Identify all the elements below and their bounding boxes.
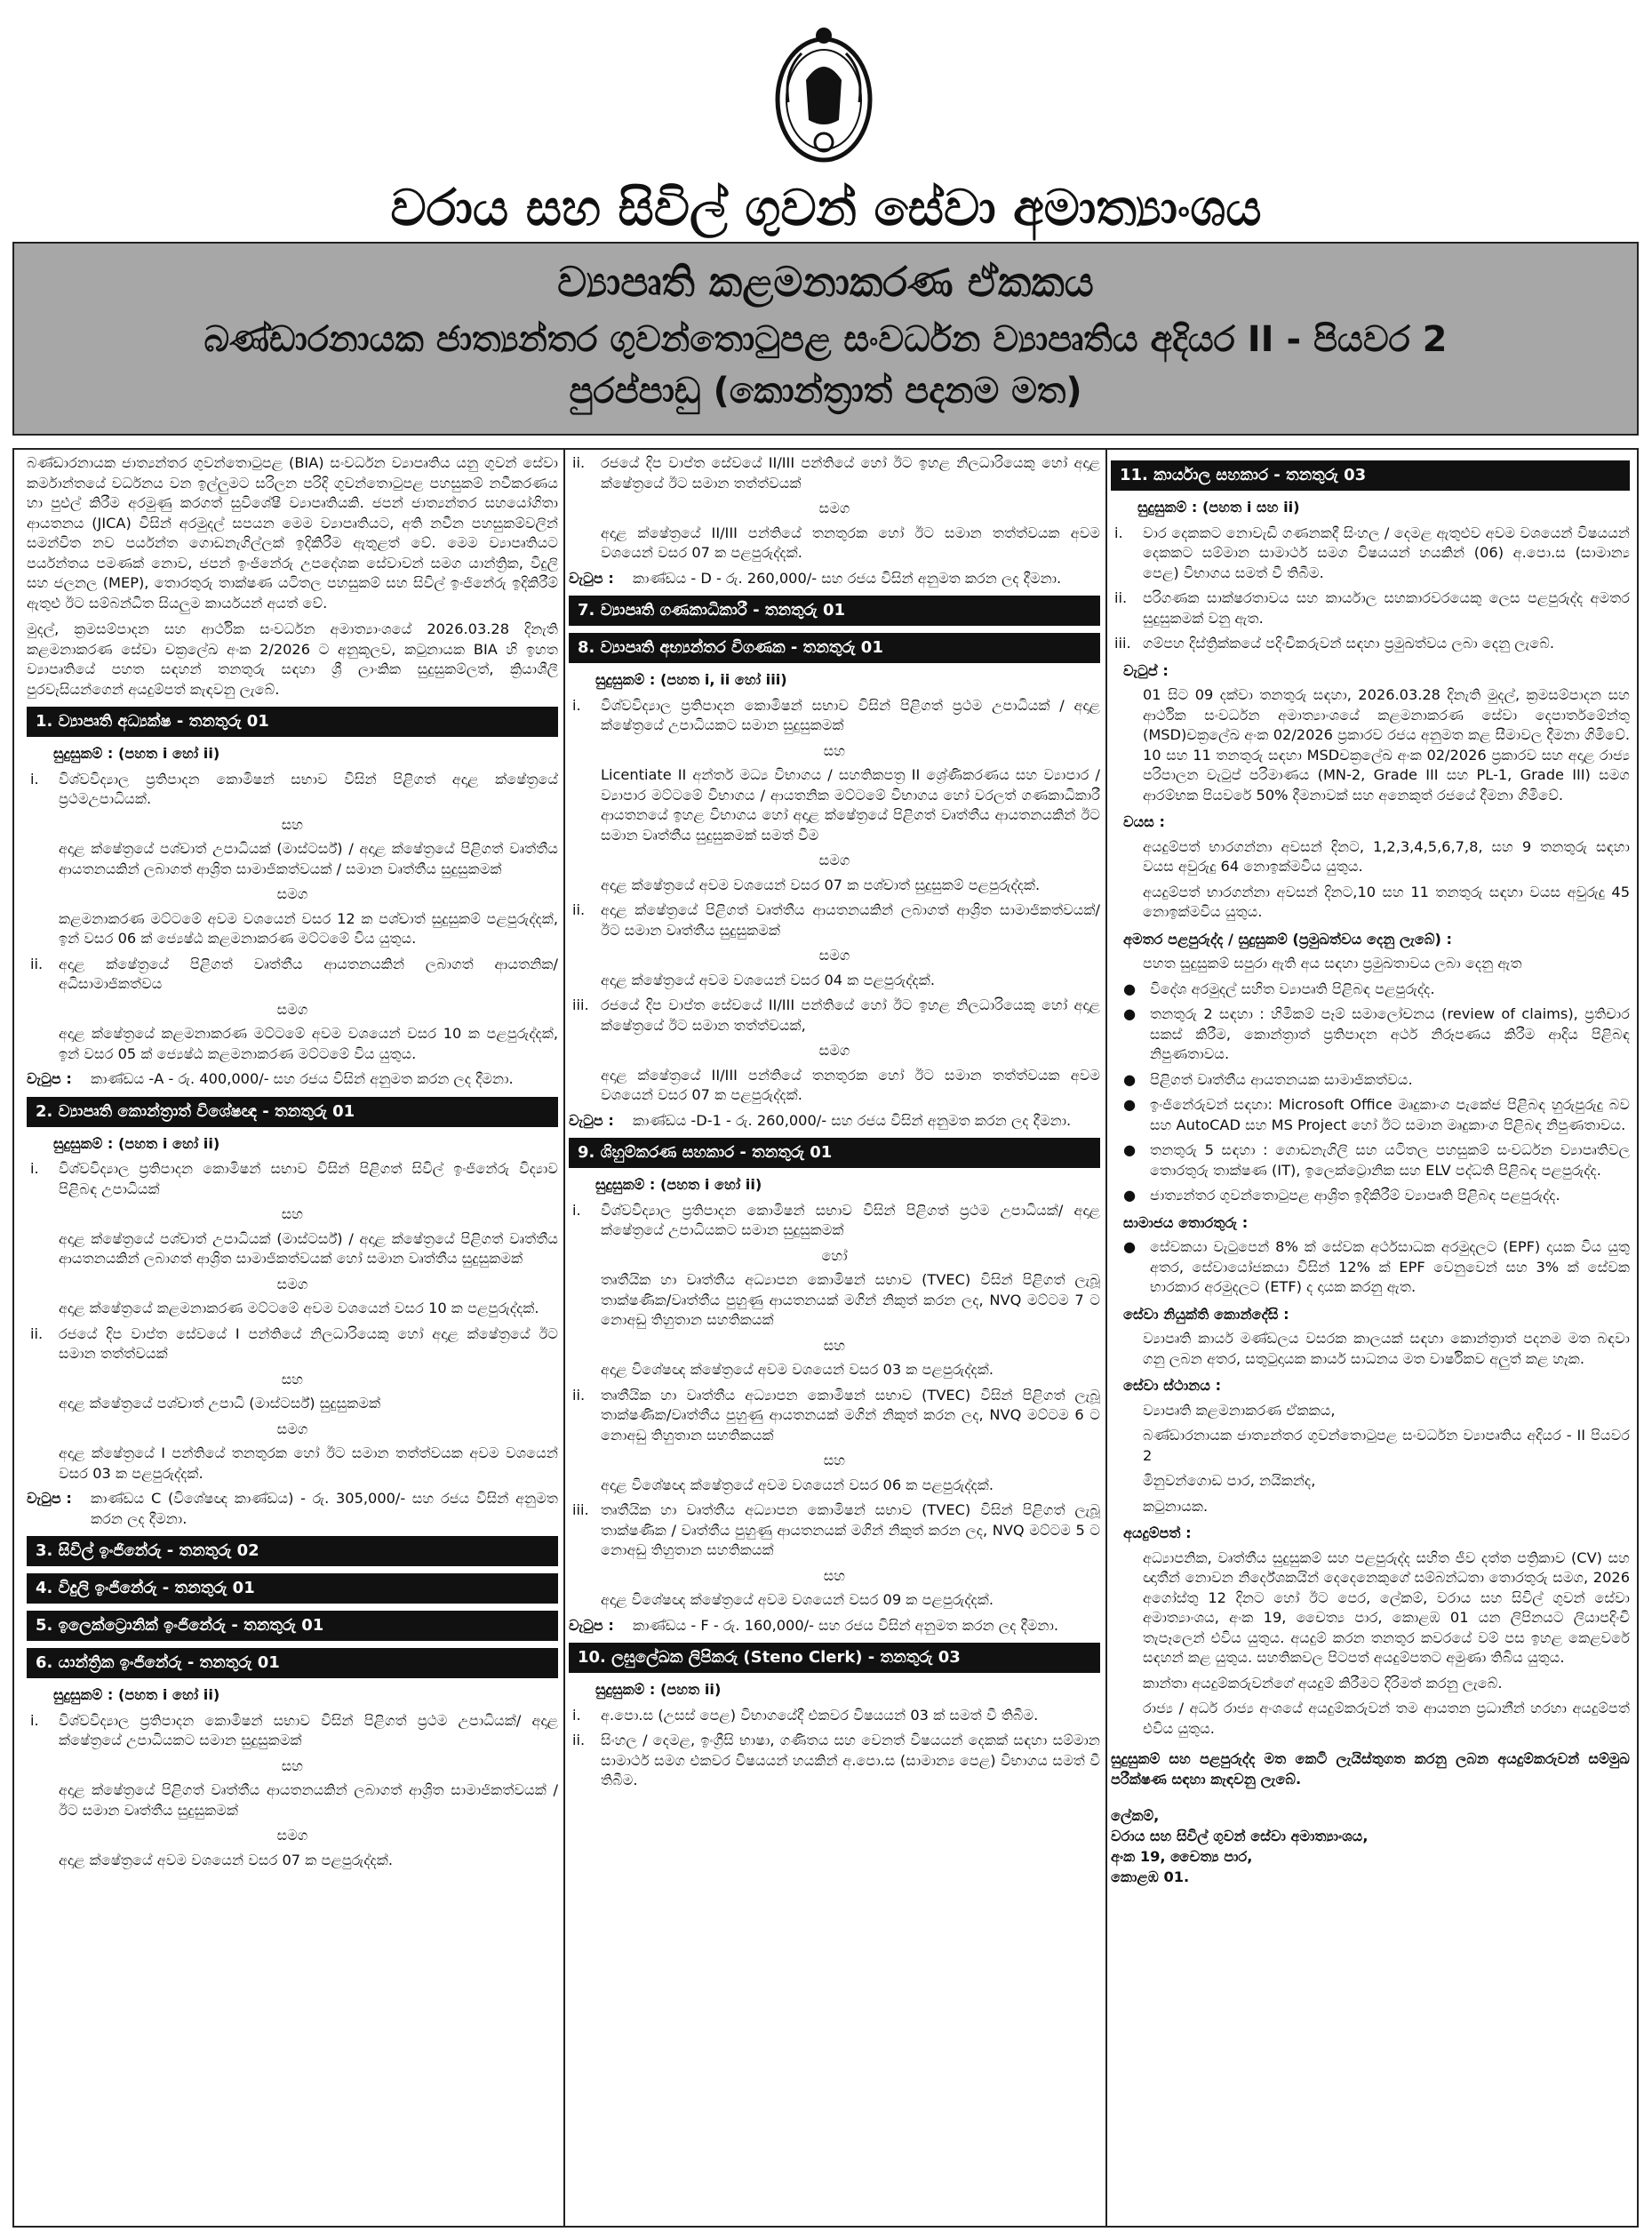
national-emblem-icon xyxy=(766,18,882,169)
qualification-label: සුදුසුකම් : (පහත i සහ ii) xyxy=(1137,499,1300,516)
post-heading: 6. යාන්ත්‍රික ඉංජිනේරු - තනතුරු 01 xyxy=(27,1648,558,1678)
conjunction: සහ xyxy=(281,1205,304,1222)
item-text: අදාළ ක්ෂේත්‍රයේ කළමනාකරණ මට්ටමේ අවම වශයෙන් වසර 10 ක පළපුරුද්දක්, ඉන් වසර 05 ක් ජ්‍යෙෂ්ඨ කළමනාකරණ මට්ටමේ විය යුතුය. xyxy=(59,1025,558,1062)
list-item xyxy=(27,770,558,810)
qualification-label: සුදුසුකම් : (පහත i හෝ ii) xyxy=(595,1176,762,1193)
signature-line: කොළඹ 01. xyxy=(1111,1868,1190,1885)
item-number: ii. xyxy=(30,1324,44,1342)
list-item xyxy=(569,1706,1100,1726)
bullet-icon: ● xyxy=(1123,980,1137,997)
qualification-label: සුදුසුකම් : (පහත i, ii හෝ iii) xyxy=(595,671,787,688)
salary-row xyxy=(27,1069,558,1090)
salary-row xyxy=(569,569,1100,589)
section-heading: වැටුප් : xyxy=(1123,661,1169,679)
column-left xyxy=(27,453,558,1876)
section-text: අයදුම්පත් භාරගන්නා අවසන් දිනට,10 සහ 11 තනතුරු සඳහා වයස අවුරුදු 45 නොඉක්මවිය යුතුය. xyxy=(1143,883,1630,920)
conjunction: සමග xyxy=(276,1275,308,1292)
list-item xyxy=(569,453,1100,493)
list-item xyxy=(569,1500,1100,1561)
item-text: අදාළ ක්ෂේත්‍රයේ පශ්චාත් උපාධියක් (මාස්ටර්ස්) / අදාළ ක්ෂේත්‍රයේ පිළිගත් වෘත්තීය ආයතනයකින් ලබාගත් ආශ්‍රිත සාමාජිකත්වයක් හෝ සමාන වෘත්තීය සුදුසුකමක් xyxy=(59,1229,558,1267)
post-heading: 7. ව්‍යාපෘති ගණකාධිකාරී - තනතුරු 01 xyxy=(569,596,1100,626)
item-number: i. xyxy=(572,1201,581,1219)
list-item xyxy=(569,900,1100,940)
item-number: ii. xyxy=(1114,589,1128,606)
section-heading: වයස : xyxy=(1123,813,1166,830)
conjunction: සහ xyxy=(823,1452,846,1468)
item-text: අදාළ ක්ෂේත්‍රයේ අවම වශයෙන් වසර 07 ක පළපුරුද්දක්. xyxy=(59,1851,393,1868)
section-text: ව්‍යාපෘති කාර්ය මණ්ඩලය වසරක කාලයක් සඳහා කොන්ත්‍රාත් පදනම මත බඳවා ගනු ලබන අතර, සතුටුදායක කාර්ය සාධනය මත වාර්ෂිකව අලුත් කළ හැක. xyxy=(1143,1330,1630,1367)
item-text: අදාළ විශේෂඥ ක්ෂේත්‍රයේ අවම වශයෙන් වසර 06 ක පළපුරුද්දක්. xyxy=(601,1476,994,1493)
bullet-text: තනතුරු 5 සඳහා : ගොඩනැගිලි සහ යටිතල පහසුකම් සංවර්ධන ව්‍යාපෘතිවල තොරතුරු තාක්ෂණ (IT), ඉලෙක්ට්‍රොනික සහ ELV පද්ධති පිළිබඳ පළපුරුද්ද. xyxy=(1150,1141,1630,1179)
item-text: අදාළ ක්ෂේත්‍රයේ පිළිගත් වෘත්තීය ආයතනයකින් ලබාගත් ආශ්‍රිත සාමාජිකත්වයක් / ඊට සමාන වෘත්තීය සුදුසුකමක් xyxy=(59,1781,558,1819)
section-heading: සේවා ස්ථානය : xyxy=(1123,1377,1222,1394)
bullet-item xyxy=(1123,1237,1630,1298)
item-text: අදාළ ක්ෂේත්‍රයේ පිළිගත් වෘත්තීය ආයතනයකින් ලබාගත් ආශ්‍රිත සාමාජිකත්වයක්/ ඊට සමාන වෘත්තීය සුදුසුකමක් xyxy=(601,901,1100,939)
conjunction: සමග xyxy=(818,852,850,868)
bullet-icon: ● xyxy=(1123,1005,1137,1022)
address-line: කටුනායක. xyxy=(1143,1497,1209,1515)
item-text: අදාළ ක්ෂේත්‍රයේ අවම වශයෙන් වසර 07 ක පශ්චාත් සුදුසුකම් පළපුරුද්දක්. xyxy=(601,876,1041,893)
qualification-label: සුදුසුකම් : (පහත ii) xyxy=(595,1681,722,1698)
unit-title: ව්‍යාපෘති කළමනාකරණ ඒකකය xyxy=(557,258,1094,306)
section-heading: සේවා නියුක්ති කොන්දේසි : xyxy=(1123,1305,1289,1323)
conjunction: සහ xyxy=(823,1336,846,1354)
item-text: අදාළ විශේෂඥ ක්ෂේත්‍රයේ අවම වශයෙන් වසර 03 ක පළපුරුද්දක්. xyxy=(601,1361,994,1378)
address-line: මිනුවන්ගොඩ පාර, නයිකන්ද, xyxy=(1143,1472,1316,1489)
salary-value: කාණ්ඩය - D - රු. 260,000/- සහ රජය විසින් අනුමත කරන ලද දීමනා. xyxy=(633,569,1062,587)
signature-line: ලේකම්, xyxy=(1111,1807,1160,1824)
bullet-icon: ● xyxy=(1123,1238,1137,1255)
item-number: ii. xyxy=(572,454,586,471)
salary-label: වැටුප : xyxy=(27,1490,72,1507)
post-heading: 4. විදුලි ඉංජිනේරු - තනතුරු 01 xyxy=(27,1573,558,1604)
list-item xyxy=(569,696,1100,736)
item-text: තෘතීයික හා වෘත්තීය අධ්‍යාපන කොමිෂන් සභාව (TVEC) විසින් පිළිගත් ලැබූ තාක්ෂණික/වෘත්තීය පුහුණු ආයතනයක් මගින් නිකුත් කරන ලද, NVQ මට්ටම 6 ට නොඅඩු තිහුතාන සහතිකයක් xyxy=(601,1386,1100,1444)
item-text: සිංහල / දෙමළ, ඉංග්‍රීසි භාෂා, ගණිතය සහ වෙනත් විෂයයන් දෙකක් සඳහා සම්මාන සාමාර්ථ සමග එකවර විෂයයන් හයකින් අ.පො.ස (සාමාන්‍ය පෙළ) විභාගය සමත් වී තිබීම. xyxy=(601,1732,1100,1788)
bullet-text: ජාත්‍යන්තර ගුවන්තොටුපළ ආශ්‍රිත ඉදිකිරීම් ව්‍යාපෘති පිළිබඳ පළපුරුද්ද. xyxy=(1150,1187,1560,1204)
qualification-label: සුදුසුකම් : (පහත i හෝ ii) xyxy=(53,745,220,762)
column-divider xyxy=(1105,450,1107,2226)
list-item xyxy=(569,1201,1100,1241)
section-text: රාජ්‍ය / අර්ධ රාජ්‍ය අංශයේ අයදුම්කරුවන් තම ආයතන ප්‍රධානීන් හරහා අයදුම්පත් එවිය යුතුය. xyxy=(1143,1700,1630,1737)
item-text: අදාළ ක්ෂේත්‍රයේ අවම වශයෙන් වසර 04 ක පළපුරුද්දක්. xyxy=(601,971,935,988)
column-middle xyxy=(569,453,1100,1796)
address-line: බණ්ඩාරනායක ජාත්‍යන්තර ගුවන්තොටුපළ සංවර්ධන ව්‍යාපෘතිය අදියර - II පියවර 2 xyxy=(1143,1427,1630,1464)
bullet-item xyxy=(1123,1186,1630,1206)
conjunction: සමග xyxy=(276,1420,308,1437)
section-heading: අමතර පළපුරුද්ද / සුදුසුකම් (ප්‍රමුඛත්වය දෙනු ලැබේ) : xyxy=(1123,930,1452,948)
item-text: ගම්පහ දිස්ත්‍රික්කයේ පදිංචිකරුවන් සඳහා ප්‍රමුඛත්වය ලබා දෙනු ලැබේ. xyxy=(1143,635,1554,652)
item-text: අදාළ විශේෂඥ ක්ෂේත්‍රයේ අවම වශයෙන් වසර 09 ක පළපුරුද්දක්. xyxy=(601,1591,994,1608)
conjunction: සමග xyxy=(276,1827,308,1844)
bullet-text: විදේශ අරමුදල් සහිත ව්‍යාපෘති පිළිබඳ පළපුරුද්ද. xyxy=(1150,980,1435,997)
list-item xyxy=(1111,588,1630,628)
conjunction: හෝ xyxy=(821,1246,848,1264)
closing-note: සුදුසුකම් සහ පළපුරුද්ද මත කෙටි ලැයිස්තුගත කරනු ලබන අයදුම්කරුවන් සම්මුඛ පරීක්ෂණ සඳහා කැඳවනු ලැබේ. xyxy=(1111,1750,1630,1788)
item-text: විශ්වවිද්‍යාල ප්‍රතිපාදන කොමිෂන් සභාව විසින් පිළිගත් ප්‍රථම උපාධියක් / අදාළ ක්ෂේත්‍රයේ උපාධියකට සමාන සුදුසුකමක් xyxy=(601,696,1100,733)
conjunction: සමග xyxy=(818,947,850,964)
item-number: iii. xyxy=(572,996,589,1013)
conjunction: සමග xyxy=(818,500,850,516)
item-number: i. xyxy=(572,1706,581,1724)
item-text: විශ්වවිද්‍යාල ප්‍රතිපාදන කොමිෂන් සභාව විසින් පිළිගත් ප්‍රථම උපාධියක්/ අදාළ ක්ෂේත්‍රයේ උපාධියකට සමාන සුදුසුකමක් xyxy=(601,1201,1100,1238)
vacancies-title: පුරප්පාඩු (කොන්ත්‍රාත් පදනම මත) xyxy=(569,371,1082,412)
conjunction: සහ xyxy=(823,1566,846,1584)
list-item xyxy=(1111,524,1630,584)
bullet-text: තනතුරු 2 සඳහා : හිමිකම් පෑම් සමාලෝචනය (review of claims), ප්‍රතිචාර සකස් කිරීම, කොන්ත්‍රාත් ප්‍රතිපාදන අර්ථ නිරූපණය කිරීම ආදිය පිළිබඳ නිපුණතාවය. xyxy=(1150,1005,1630,1062)
salary-value: කාණ්ඩය -D-1 - රු. 260,000/- සහ රජය විසින් අනුමත කරන ලද දීමනා. xyxy=(633,1111,1072,1129)
item-text: අදාළ ක්ෂේත්‍රයේ II/III පන්තියේ තනතුරක හෝ ඊට සමාන තත්ත්වයක අවම වශයෙන් වසර 07 ක පළපුරුද්දක්. xyxy=(601,524,1100,561)
item-text: පරිගණක සාක්ෂරතාවය සහ කාර්යාල සහකාරවරයෙකු ලෙස පළපුරුද්ද අමතර සුදුසුකමක් වනු ඇත. xyxy=(1143,589,1630,627)
column-divider xyxy=(563,450,565,2226)
bullet-icon: ● xyxy=(1123,1141,1137,1158)
item-number: iii. xyxy=(1114,635,1131,652)
section-text: කාන්තා අයදුම්කරුවන්ගේ අයදුම් කිරීමට දිරිමත් කරනු ලැබේ. xyxy=(1143,1674,1503,1692)
item-text: අදාළ ක්ෂේත්‍රයේ I පන්තියේ තනතුරක හෝ ඊට සමාන තත්ත්වයක අවම වශයෙන් වසර 03 ක පළපුරුද්දක්. xyxy=(59,1444,558,1482)
item-text: රජයේ දිප වාප්ත සේවයේ II/III පන්තියේ හෝ ඊට ඉහළ නිලධාරියෙකු හෝ අදාළ ක්ෂේත්‍රයේ ඊට සමාන තත්ත්වයක් xyxy=(601,454,1100,492)
item-text: අ.පො.ස (උසස් පෙළ) විභාගයේදී එකවර විෂයයන් 03 ක් සමත් වී තිබීම. xyxy=(601,1706,1039,1724)
conjunction: සහ xyxy=(281,1756,304,1774)
conjunction: සහ xyxy=(281,815,304,833)
salary-row xyxy=(569,1616,1100,1636)
list-item xyxy=(27,1324,558,1364)
item-text: අදාළ ක්ෂේත්‍රයේ පශ්චාත් උපාධි (මාස්ටර්ස්) සුදුසුකමක් xyxy=(59,1395,381,1412)
post-heading: 2. ව්‍යාපෘති කොන්ත්‍රාත් විශේෂඥ - තනතුරු 01 xyxy=(27,1097,558,1127)
section-text: පහත සුදුසුකම් සපුරා ඇති අය සඳහා ප්‍රමුඛතාවය ලබා දෙනු ඇත xyxy=(1143,955,1522,972)
qualification-label: සුදුසුකම් : (පහත i හෝ ii) xyxy=(53,1134,220,1152)
list-item xyxy=(27,955,558,995)
post-heading: 8. ව්‍යාපෘති අභ්‍යන්තර විගණක - තනතුරු 01 xyxy=(569,633,1100,663)
list-item xyxy=(569,1386,1100,1446)
salary-label: වැටුප : xyxy=(569,1616,614,1634)
item-text: රජයේ දිප වාප්ත සේවයේ I පන්තියේ නිලධාරියෙකු හෝ අදාළ ක්ෂේත්‍රයේ ඊට සමාන තත්ත්වයක් xyxy=(59,1324,558,1362)
post-heading: 10. ලඝුලේඛක ලිපිකරු (Steno Clerk) - තනතුරු 03 xyxy=(569,1643,1100,1673)
bullet-icon: ● xyxy=(1123,1070,1137,1088)
item-number: i. xyxy=(30,1711,39,1729)
item-number: i. xyxy=(572,696,581,714)
post-heading: 3. සිවිල් ඉංජිනේරු - තනතුරු 02 xyxy=(27,1536,558,1566)
item-text: විශ්වවිද්‍යාල ප්‍රතිපාදන කොමිෂන් සභාව විසින් පිළිගත් සිවිල් ඉංජිනේරු විද්‍යාව පිළිබඳ උපාධියක් xyxy=(59,1160,558,1197)
list-item xyxy=(27,1159,558,1199)
item-text: වාර දෙකකට නොවැඩි ගණනකදී සිංහල / දෙමළ ඇතුළුව අවම වශයෙන් විෂයයන් දෙකකට සම්මාන සාමාර්ථ සමග විෂයයන් හයකින් (06) අ.පො.ස (සාමාන්‍ය පෙළ) විභාගය සමත් වී තිබීම. xyxy=(1143,524,1630,581)
item-number: iii. xyxy=(572,1501,589,1518)
bullet-item xyxy=(1123,1004,1630,1065)
section-text: අයදුම්පත් භාරගන්නා අවසන් දිනට, 1,2,3,4,5,6,7,8, සහ 9 තනතුරු සඳහා වයස අවුරුදු 64 නොඉක්මවිය යුතුය. xyxy=(1143,837,1630,875)
salary-value: කාණ්ඩය -A - රු. 400,000/- සහ රජය විසින් අනුමත කරන ලද දීමනා. xyxy=(91,1070,514,1087)
bullet-item xyxy=(1123,1070,1630,1091)
salary-value: කාණ්ඩය C (විශේෂඥ කාණ්ඩය) - රු. 305,000/- සහ රජය විසින් අනුමත කරන ලද දීමනා. xyxy=(91,1490,558,1527)
bullet-item xyxy=(1123,1140,1630,1180)
item-number: i. xyxy=(1114,524,1123,541)
item-text: Licentiate II අන්තර් මධ්‍ය විභාගය / සහතිකපත්‍ර II ශ්‍රේණිකරණය සහ ව්‍යාපාර / ව්‍යාපාර මට්ටමේ විභාගය / ආයතනික මට්ටමේ විභාගය හෝ වරලත් ගණකාධිකාරී ආයතනයේ ඉහළ විභාගය හෝ අදාළ ක්ෂේත්‍රයේ පිළිගත් වෘත්තීය ආයතනයකින් ඊට සමාන වෘත්තීය සුදුසුකමක් සමත් වීම xyxy=(601,766,1100,844)
signature-line: වරාය සහ සිවිල් ගුවන් සේවා අමාත්‍යාංශය, xyxy=(1111,1828,1369,1844)
section-heading: අයදුම්පත් : xyxy=(1123,1524,1192,1541)
bullet-text: සේවකයා වැටුපෙන් 8% ක් සේවක අර්ථසාධක අරමුදලට (EPF) දායක විය යුතු අතර, සේවායෝජකයා විසින් 12% ක් EPF වෙනුවෙන් සහ 3% ක් සේවක භාරකාර අරමුදලට (ETF) ද දායක කරනු ඇත. xyxy=(1150,1238,1630,1295)
bullet-text: පිළිගත් වෘත්තීය ආයතනයක සාමාජිකත්වය. xyxy=(1150,1070,1413,1088)
bullet-icon: ● xyxy=(1123,1187,1137,1204)
signature-block xyxy=(1111,1805,1630,1887)
salary-row xyxy=(27,1489,558,1529)
conjunction: සහ xyxy=(823,741,846,759)
item-text: අදාළ ක්ෂේත්‍රයේ පිළිගත් වෘත්තීය ආයතනයකින් ලබාගත් ආයතනික/ අධිසාමාජිකත්වය xyxy=(59,955,558,992)
post-heading: 5. ඉලෙක්ට්‍රොනික් ඉංජිනේරු - තනතුරු 01 xyxy=(27,1611,558,1641)
address-line: ව්‍යාපෘති කළමනාකරණ ඒකකය, xyxy=(1143,1401,1336,1419)
post-heading: 9. ශිහුම්කරණ සහකාර - තනතුරු 01 xyxy=(569,1138,1100,1168)
item-text: තෘතීයික හා වෘත්තීය අධ්‍යාපන කොමිෂන් සභාව (TVEC) විසින් පිළිගත් ලැබූ තාක්ෂණික/වෘත්තීය පුහුණු ආයතනයක් මගින් නිකුත් කරන ලද, NVQ මට්ටම 7 ට නොඅඩු තිහුතාන සහතිකයක් xyxy=(601,1271,1100,1328)
intro-paragraph: මුදල්, ක්‍රමසම්පාදන සහ ආර්ථික සංවර්ධන අමාත්‍යාංශයේ 2026.03.28 දිනැති කළමනාකරණ සේවා චක්‍රලේඛ අංක 2/2026 ට අනුකූලව, කටුනායක BIA හි ඉහත ව්‍යාපෘතියේ පහත සඳහන් තනතුරු සඳහා ශ්‍රී ලාංකික සුදුසුකම්ලත්, ක්‍රියාශීලී පුරවැසියන්ගෙන් අයදුම්පත් කැඳවනු ලැබේ. xyxy=(27,620,558,698)
qualification-label: සුදුසුකම් : (පහත i හෝ ii) xyxy=(53,1686,220,1703)
column-right xyxy=(1111,453,1630,1887)
salary-row xyxy=(569,1111,1100,1132)
item-number: ii. xyxy=(30,955,44,972)
header-banner xyxy=(12,242,1639,436)
item-text: අදාළ ක්ෂේත්‍රයේ II/III පන්තියේ තනතුරක හෝ ඊට සමාන තත්ත්වයක අවම වශයෙන් වසර 07 ක පළපුරුද්දක්. xyxy=(601,1066,1100,1103)
item-text: විශ්වවිද්‍යාල ප්‍රතිපාදන කොමිෂන් සභාව විසින් පිළිගත් ප්‍රථම උපාධියක්/ අදාළ ක්ෂේත්‍රයේ උපාධියකට සමාන සුදුසුකමක් xyxy=(59,1711,558,1748)
list-item xyxy=(1111,634,1630,654)
bullet-text: ඉංජිනේරුවන් සඳහා: Microsoft Office මෘදුකාංග පැකේජ පිළිබඳ හුරුපුරුදු බව සහ AutoCAD සහ MS Project හෝ ඊට සමාන මෘදුකාංග පිළිබඳ නිපුණතාවය. xyxy=(1150,1096,1630,1133)
list-item xyxy=(569,996,1100,1036)
post-heading: 1. ව්‍යාපෘති අධ්‍යක්ෂ - තනතුරු 01 xyxy=(27,707,558,737)
list-item xyxy=(27,1711,558,1751)
conjunction: සහ xyxy=(281,1370,304,1388)
post-heading: 11. කාර්යාල සහකාර - තනතුරු 03 xyxy=(1111,460,1630,491)
salary-label: වැටුප : xyxy=(569,1111,614,1129)
bullet-item xyxy=(1123,1095,1630,1135)
intro-paragraph: බණ්ඩාරනායක ජාත්‍යන්තර ගුවන්තොටුපළ (BIA) සංවර්ධන ව්‍යාපෘතිය යනු ගුවන් සේවා කර්මාන්තයේ වර්ධනය වන ඉල්ලුමට සරිලන පරිදි ගුවන්තොටුපළ පහසුකම් නවීකරණය හා පුළුල් කිරීම අරමුණු කරගත් සුවිශේෂී ව්‍යාපෘතියකි. ජපන් ජාත්‍යන්තර සහයෝගිතා ආයතනය (JICA) විසින් අරමුදල් සපයන මෙම ව්‍යාපෘතියට, අති නවීන පහසුකම්වලින් සමන්විත නව පර්යන්ත ගොඩනැගිල්ලක් ඉදිකිරීම ඇතුළත් වේ. මෙම ව්‍යාපෘතියට පර්යන්තය පමණක් නොව, ජපන් ඉංජිනේරු උපදේශක සේවාවන් සමග යාන්ත්‍රික, විදුලි සහ ජලනල (MEP), තොරතුරු තාක්ෂණ යටිතල පහසුකම් සහ සිවිල් ඉංජිනේරු ඉදිකිරීම් ඇතුළු ඊට සම්බන්ධිත සියලුම කාර්යයන් අයත් වේ. xyxy=(27,454,558,612)
item-text: අදාළ ක්ෂේත්‍රයේ කළමනාකරණ මට්ටමේ අවම වශයෙන් වසර 10 ක පළපුරුද්දක්. xyxy=(59,1300,539,1316)
item-number: ii. xyxy=(572,1386,586,1404)
item-text: රජයේ දිප වාප්ත සේවයේ II/III පන්තියේ හෝ ඊට ඉහළ නිලධාරියෙකු හෝ අදාළ ක්ෂේත්‍රයේ ඊට සමාන තත්ත්වයක්, xyxy=(601,996,1100,1034)
conjunction: සමග xyxy=(276,885,308,902)
bullet-icon: ● xyxy=(1123,1096,1137,1113)
ministry-title: වරාය සහ සිවිල් ගුවන් සේවා අමාත්‍යාංශය xyxy=(390,180,1262,237)
section-text: 01 සිට 09 දක්වා තනතුරු සඳහා, 2026.03.28 දිනැති මුදල්, ක්‍රමසම්පාදන සහ ආර්ථික සංවර්ධන අමාත්‍යාංශයේ කළමනාකරණ සේවා දෙපාර්තමේන්තු (MSD)චක්‍රලේඛ අංක 02/2026 ප්‍රකාරව රජය අනුමත කළ සීමාවල දීමනා ගිමිවේ. 10 සහ 11 තනතුරු සඳහා MSDචක්‍රලේඛ අංක 02/2026 ප්‍රකාරව සහ අදාළ රාජ්‍ය පරිපාලන වැටුප් පරිමාණය (MN-2, Grade III සහ PL-1, Grade III) සමග ආරම්භක පියවරේ 50% දීමනාවක් සහ අනෙකුත් රජයේ දීමනා ගිමිවේ. xyxy=(1143,686,1630,804)
salary-label: වැටුප : xyxy=(569,569,614,587)
conjunction: සමග xyxy=(276,1000,308,1018)
section-heading: සාමාජය තොරතුරු : xyxy=(1123,1213,1249,1231)
signature-line: අංක 19, චෛත්‍ය පාර, xyxy=(1111,1848,1253,1865)
list-item xyxy=(569,1731,1100,1791)
item-text: තෘතීයික හා වෘත්තීය අධ්‍යාපන කොමිෂන් සභාව (TVEC) විසින් පිළිගත් ලැබූ තාක්ෂණික / වෘත්තීය පුහුණු ආයතනයක් මගින් නිකුත් කරන ලද, NVQ මට්ටම 5 ට නොඅඩු තිහුතාන සහතිකයක් xyxy=(601,1501,1100,1558)
project-title: බණ්ඩාරනායක ජාත්‍යන්තර ගුවන්තොටුපළ සංවර්ධන ව්‍යාපෘතිය අදියර II - පියවර 2 xyxy=(204,319,1448,360)
item-text: කළමනාකරණ මට්ටමේ අවම වශයෙන් වසර 12 ක පශ්චාත් සුදුසුකම් පළපුරුද්දක්, ඉන් වසර 06 ක් ජ්‍යෙෂ්ඨ කළමනාකරණ මට්ටමේ විය යුතුය. xyxy=(59,909,558,947)
item-number: ii. xyxy=(572,901,586,918)
bullet-item xyxy=(1123,980,1630,1000)
conjunction: සමග xyxy=(818,1042,850,1059)
item-text: විශ්වවිද්‍යාල ප්‍රතිපාදන කොමිෂන් සභාව විසින් පිළිගත් අදාළ ක්ෂේත්‍රයේ ප්‍රථමඋපාධියක්. xyxy=(59,770,558,807)
item-number: i. xyxy=(30,770,39,788)
item-number: i. xyxy=(30,1160,39,1177)
section-text: අධ්‍යාපනික, වෘත්තීය සුදුසුකම් සහ පළපුරුද්ද සහිත ජීව දත්ත පත්‍රිකාව (CV) සහ ඥාතීන් නොවන නිර්දේශකයින් දෙදෙනෙකුගේ සම්බන්ධතා තොරතුරු සමග, 2026 අගෝස්තු 12 දිනට හෝ ඊට පෙර, ලේකම්, වරාය සහ සිවිල් ගුවන් සේවා අමාත්‍යාංශය, අංක 19, චෛත්‍ය පාර, කොළඹ 01 යන ලිපිනයට ලියාපදිංචි තැපෑලෙන් එවිය යුතුය. අයදුම් කරන තනතුර කවරයේ වම් පස ඉහළ කෙළවරේ සඳහන් කළ යුතුය. සහතිකවල පිටපත් අයදුම්පතට අමුණා තිබිය යුතුය. xyxy=(1143,1548,1630,1666)
salary-value: කාණ්ඩය - F - රු. 160,000/- සහ රජය විසින් අනුමත කරන ලද දීමනා. xyxy=(633,1616,1059,1634)
item-number: ii. xyxy=(572,1732,586,1748)
salary-label: වැටුප : xyxy=(27,1070,72,1087)
item-text: අදාළ ක්ෂේත්‍රයේ පශ්චාත් උපාධියක් (මාස්ටර්ස්) / අදාළ ක්ෂේත්‍රයේ පිළිගත් වෘත්තීය ආයතනයකින් ලබාගත් ආශ්‍රිත සාමාජිකත්වයක් / සමාන වෘත්තීය සුදුසුකමක් xyxy=(59,840,558,877)
